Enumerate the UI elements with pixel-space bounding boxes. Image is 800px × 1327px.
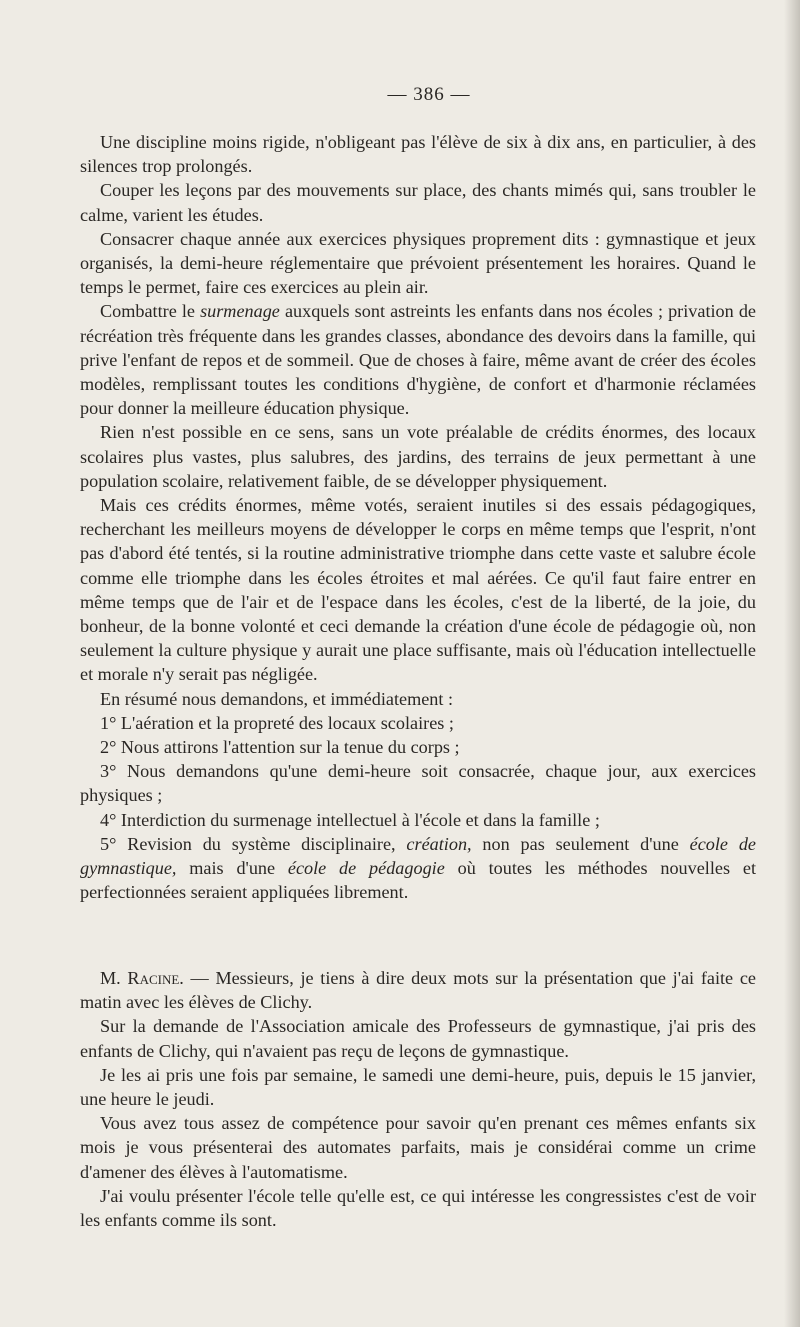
list-item: 3° Nous demandons qu'une demi-heure soit consacrée, chaque jour, aux exercices physiques ; [80, 761, 756, 806]
paragraph: En résumé nous demandons, et immédiatement : [100, 688, 454, 709]
page-edge-shadow [784, 0, 800, 1327]
emphasis: création, [406, 833, 472, 854]
paragraph: Mais ces crédits énormes, même votés, seraient inutiles si des essais pédagogiques, recherchant les meilleurs moyens de développer le corps en même temps que l'esprit, n'ont pas d'abord été tentés, si la routine administrative triomphe dans cette vaste et salubre école comme elle triomphe dans les écoles étroites et mal aérées. Ce qu'il faut faire entrer en même temps que de l'air et de l'espace dans les écoles, c'est de la liberté, de la joie, du bonheur, de la bonne volonté et ceci demande la création d'une école de pédagogie où, non seulement la culture physique y aurait une place suffisante, mais où l'éducation intellectuelle et morale n'y serait pas négligée. [80, 495, 756, 685]
paragraph: Vous avez tous assez de compétence pour savoir qu'en prenant ces mêmes enfants six mois je vous présenterai des automates parfaits, mais je considérai comme un crime d'amener des élèves à l'automatisme. [80, 1113, 756, 1182]
text-run: 5° Revision du système disciplinaire, [100, 833, 407, 854]
text-run: non pas seulement d'une [471, 833, 690, 854]
text-run: Combattre le [100, 301, 201, 322]
paragraph: Sur la demande de l'Association amicale des Professeurs de gymnastique, j'ai pris des enfants de Clichy, qui n'avaient pas reçu de leçons de gymnastique. [80, 1016, 756, 1061]
paragraph: Je les ai pris une fois par semaine, le samedi une demi-heure, puis, depuis le 15 janvier, une heure le jeudi. [80, 1064, 756, 1110]
text-run: — Messieurs, je tiens à dire deux mots sur la présentation que j'ai faite ce matin avec les élèves de Clichy. [80, 968, 756, 1013]
body-text-section [80, 130, 756, 905]
paragraph: J'ai voulu présenter l'école telle qu'elle est, ce qui intéresse les congressistes c'est de voir les enfants comme ils sont. [80, 1185, 756, 1231]
text-run: auxquels sont astreints les enfants dans nos écoles ; privation de récréation très fréquente dans les grandes classes, abondance des devoirs dans la famille, qui prive l'enfant de repos et de sommeil. Que de choses à faire, même avant de créer des écoles modèles, remplissant toutes les conditions d'hygiène, de confort et d'harmonie réclamées pour donner la meilleure éducation physique. [80, 301, 756, 419]
emphasis: école de gymnastique, [80, 833, 757, 879]
paragraph [80, 299, 756, 420]
paragraph: Couper les leçons par des mouvements sur place, des chants mimés qui, sans troubler le calme, varient les études. [80, 180, 756, 225]
paragraph: Une discipline moins rigide, n'obligeant pas l'élève de six à dix ans, en particulier, à des silences trop prolongés. [80, 132, 756, 177]
list-item [80, 832, 756, 905]
emphasis: surmenage [200, 301, 280, 322]
list-item: 2° Nous attirons l'attention sur la tenue du corps ; [100, 737, 460, 758]
list-item: 4° Interdiction du surmenage intellectuel à l'école et dans la famille ; [100, 809, 600, 830]
emphasis: école de pédagogie [287, 858, 445, 879]
page-number: — 386 — [387, 84, 471, 105]
speech-intro [80, 966, 756, 1014]
speaker-name: M. Racine. [100, 968, 184, 988]
text-run: où toutes les méthodes nouvelles et perfectionnées seraient appliquées librement. [80, 858, 756, 903]
speech-section [80, 966, 756, 1232]
paragraph: Consacrer chaque année aux exercices physiques proprement dits : gymnastique et jeux organisés, la demi-heure réglementaire que prévoient présentement les horaires. Quand le temps le permet, faire ces exercices au plein air. [80, 228, 756, 298]
text-run: mais d'une [176, 858, 288, 879]
paragraph: Rien n'est possible en ce sens, sans un vote préalable de crédits énormes, des locaux scolaires plus vastes, plus salubres, des jardins, des terrains de jeux permettant à une population scolaire, relativement faible, de se développer physiquement. [80, 422, 756, 491]
list-item: 1° L'aération et la propreté des locaux scolaires ; [100, 712, 454, 733]
